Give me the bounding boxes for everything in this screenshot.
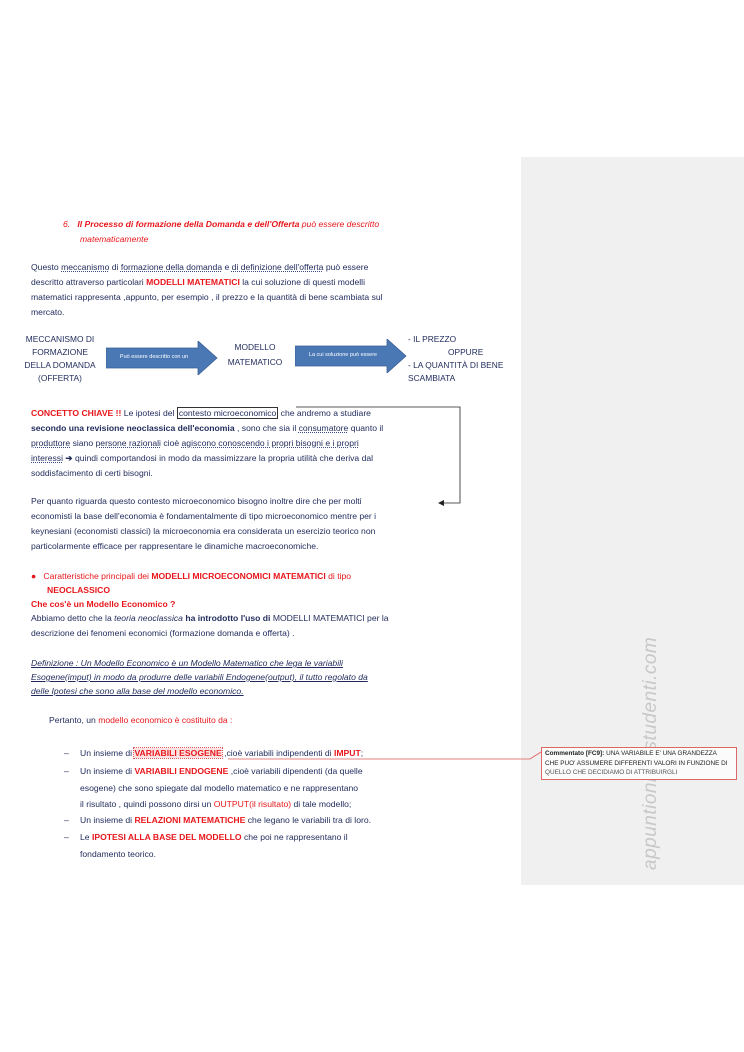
list-item-endogene-line3: il risultato , quindi possono dirsi un OUTPUT(il risultato) di tale modello; (80, 799, 352, 809)
comment-text-2: CHE PUO' ASSUMERE DIFFERENTI VALORI IN FUNZIONE DI (545, 759, 728, 767)
para2-line-4: particolarmente efficace per rappresentare le dinamiche macroeconomiche. (31, 541, 319, 551)
arrow-1-label: Può essere descritto con un (119, 354, 189, 360)
diagram-right-2: OPPURE (448, 347, 484, 357)
abbiamo-line-1: Abbiamo detto che la teoria neoclassica ha introdotto l'uso di MODELLI MATEMATICI per la (31, 613, 389, 623)
list-item-esogene: – Un insieme di VARIABILI ESOGENE ,cioè variabili indipendenti di IMPUT; (64, 746, 363, 761)
para2-line-1: Per quanto riguarda questo contesto microeconomico bisogno inoltre dire che per molti (31, 496, 362, 506)
definition-line-3: delle Ipotesi che sono alla base del modello economico. (31, 686, 244, 696)
diagram-right-1: - IL PREZZO (408, 334, 457, 344)
para2-line-3: keynesiani (economisti classici) la microeconomia era considerata un esercizio teorico non (31, 526, 376, 536)
dash-icon: – (64, 748, 69, 758)
diagram-middle-box: MODELLO MATEMATICO (227, 342, 283, 367)
diagram-right-4: SCAMBIATA (408, 373, 456, 383)
arrow-2-label: La cui soluzione può essere (308, 352, 378, 358)
concetto-line-1: CONCETTO CHIAVE !! Le ipotesi del contesto microeconomico che andremo a studiare (31, 408, 371, 418)
definition-line-2: Esogene(imput) in modo da produrre delle variabili Endogene(output), il tutto regolato da (31, 672, 368, 682)
intro-line-1: Questo meccanismo di formazione della domanda e di definizione dell'offerta può essere (31, 262, 369, 272)
concetto-line-2: secondo una revisione neoclassica dell'economia , sono che sia il consumatore quanto il (31, 423, 384, 433)
bullet-dot: ● (31, 571, 37, 581)
section-heading-line2: matematicamente (80, 234, 149, 244)
concetto-line-3: produttore siano persone razionali cioè agiscono conoscendo i propri bisogni e i propri (31, 438, 359, 448)
contesto-highlight: contesto microeconomico (178, 408, 277, 418)
dash-icon: – (64, 766, 69, 776)
definition-line-1: Definizione : Un Modello Economico è un Modello Matematico che lega le variabili (31, 658, 343, 668)
list-item-ipotesi-line2: fondamento teorico. (80, 849, 156, 859)
bullet-item: ● Caratteristiche principali dei MODELLI MICROECONOMICI MATEMATICI di tipo (31, 571, 352, 581)
list-item-endogene-line2: esogene) che sono spiegate dal modello matematico e ne rappresentano (80, 783, 359, 793)
concetto-line-4: interessi ➔ quindi comportandosi in modo da massimizzare la propria utilità che deriva dal (31, 453, 374, 463)
diagram-right-3: - LA QUANTITÀ DI BENE (408, 360, 504, 370)
concetto-line-5: soddisfacimento di certi bisogni. (31, 468, 153, 478)
abbiamo-line-2: descrizione dei fenomeni economici (formazione domanda e offerta) . (31, 628, 295, 638)
list-item-endogene: – Un insieme di VARIABILI ENDOGENE ,cioè variabili dipendenti (da quelle (64, 764, 363, 779)
heading-bold: Il Processo di formazione della Domanda e dell'Offerta (77, 219, 300, 229)
intro-line-4: mercato. (31, 307, 65, 317)
intro-line-3: matematici rappresenta ,appunto, per esempio , il prezzo e la quantità di bene scambiata sul (31, 292, 383, 302)
list-item-relazioni: – Un insieme di RELAZIONI MATEMATICHE che legano le variabili tra di loro. (64, 813, 371, 828)
comment-label: Commentato [FC9]: (545, 750, 605, 757)
comment-box[interactable] (541, 747, 737, 780)
diagram-left-box: MECCANISMO DI FORMAZIONE DELLA DOMANDA (OFFERTA) (24, 334, 96, 383)
bullet-item-line2: NEOCLASSICO (47, 585, 111, 595)
question-heading: Che cos'è un Modello Economico ? (31, 599, 176, 609)
heading-number: 6. (63, 219, 71, 229)
variabili-esogene-highlight: VARIABILI ESOGENE (134, 748, 222, 758)
section-heading (63, 217, 379, 232)
intro-line-2: descritto attraverso particolari MODELLI MATEMATICI la cui soluzione di questi modelli (31, 277, 365, 287)
heading-rest: può essere descritto (299, 219, 380, 229)
comment-text-1: UNA VARIABILE E' UNA GRANDEZZA (604, 750, 717, 757)
para2-line-2: economisti la base dell'economia è fondamentalmente di tipo microeconomico mentre per i (31, 511, 377, 521)
dash-icon: – (64, 832, 69, 842)
dash-icon: – (64, 815, 69, 825)
pertanto-line: Pertanto, un modello economico è costituito da : (49, 715, 233, 725)
list-item-ipotesi: – Le IPOTESI ALLA BASE DEL MODELLO che poi ne rappresentano il (64, 830, 348, 845)
comment-text-3: QUELLO CHE DECIDIAMO DI ATTRIBUIRGLI (545, 769, 678, 776)
